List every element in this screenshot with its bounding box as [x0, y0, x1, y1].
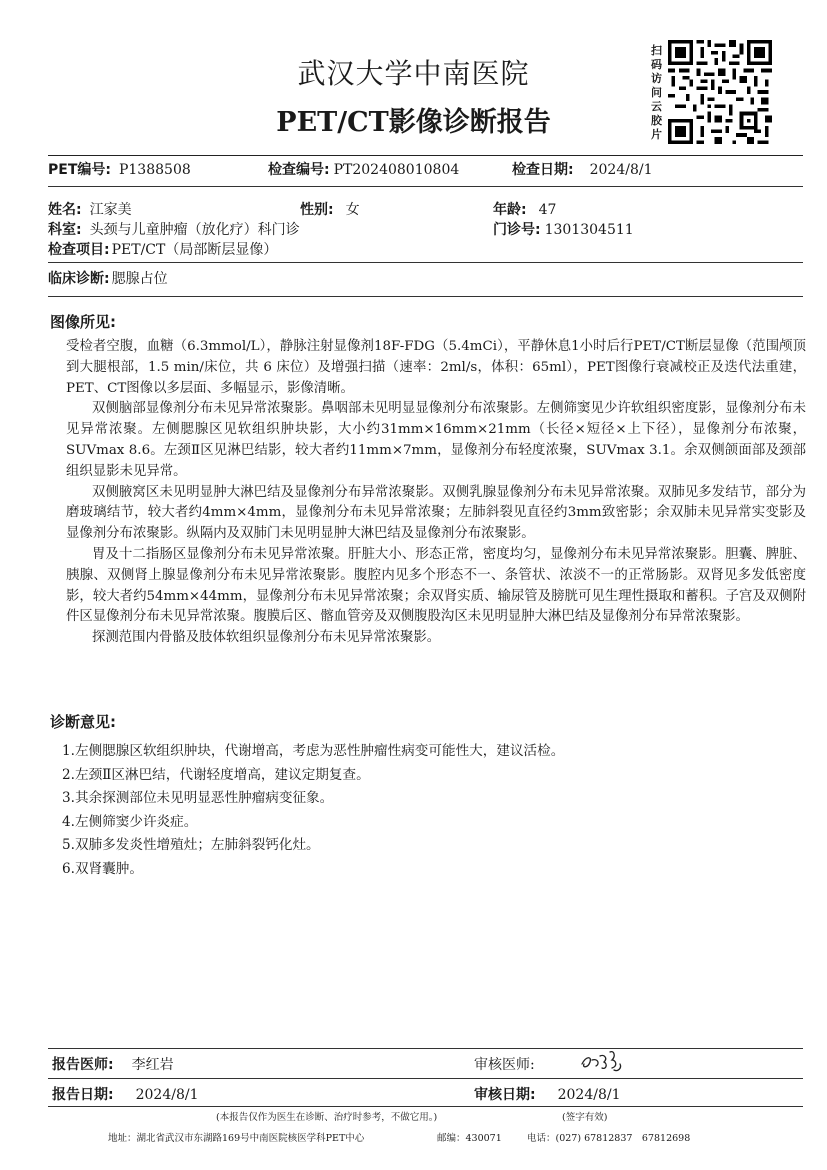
divider — [48, 186, 803, 187]
impression-item: 1.左侧腮腺区软组织肿块，代谢增高，考虑为恶性肿瘤性病变可能性大，建议活检。 — [62, 743, 565, 759]
reviewing-physician-label: 审核医师: — [474, 1057, 535, 1073]
exam-number: 检查编号: PT202408010804 — [268, 162, 460, 178]
findings-heading: 图像所见: — [50, 313, 116, 331]
findings-paragraph: 双侧脑部显像剂分布未见异常浓聚影。鼻咽部未见明显显像剂分布浓聚影。左侧筛窦见少许软组织密度影，显像剂分布未见异常浓聚。左侧腮腺区见软组织肿块影，大小约31mm×16mm×21mm（长径×短径×上下径），显像剂分布浓聚，SUVmax 8.6。左颈Ⅱ区见淋巴结影，较大者约11mm×7mm，显像剂分布轻度浓聚，SUVmax 3.1。余双侧颌面部及颈部组织显影未见异常。 — [66, 401, 806, 479]
divider — [48, 262, 803, 263]
impression-item: 5.双肺多发炎性增殖灶；左肺斜裂钙化灶。 — [62, 837, 320, 853]
findings-paragraph: 受检者空腹，血糖（6.3mmol/L），静脉注射显像剂18F-FDG（5.4mCi），平静休息1小时后行PET/CT断层显像（范围颅顶到大腿根部，1.5 min/床位，共 6 床位）及增强扫描（速率：2ml/s，体积：65ml），PET图像行衰减校正及迭代法重建，PET、CT图像以多层面、多幅显示，影像清晰。 — [66, 339, 806, 396]
divider — [48, 1106, 803, 1107]
reporting-physician: 报告医师: 李红岩 — [52, 1057, 174, 1073]
phone: 电话：(027) 67812837 67812698 — [527, 1133, 691, 1144]
impression-item: 4.左侧筛窦少许炎症。 — [62, 813, 198, 830]
signature-icon — [578, 1046, 648, 1076]
header-divider — [48, 155, 803, 156]
impression-item: 2.左颈Ⅱ区淋巴结，代谢轻度增高，建议定期复查。 — [62, 766, 370, 783]
impression-list — [62, 740, 802, 881]
findings-paragraph: 探测范围内骨骼及肢体软组织显像剂分布未见异常浓聚影。 — [92, 630, 441, 646]
address: 地址：湖北省武汉市东湖路169号中南医院核医学科PET中心 — [108, 1133, 365, 1144]
clinical-diagnosis: 临床诊断: 腮腺占位 — [48, 271, 168, 287]
divider — [48, 1048, 803, 1049]
signature-valid-note: (签字有效) — [562, 1112, 608, 1123]
disclaimer: (本报告仅作为医生在诊断、治疗时参考，不做它用。) — [216, 1112, 438, 1123]
impression-item: 3.其余探测部位未见明显恶性肿瘤病变征象。 — [62, 790, 334, 806]
postcode: 邮编：430071 — [437, 1133, 502, 1144]
patient-name: 姓名: 江家美 — [48, 202, 132, 218]
divider — [48, 1078, 803, 1079]
findings-paragraph: 双侧腋窝区未见明显肿大淋巴结及显像剂分布异常浓聚影。双侧乳腺显像剂分布未见异常浓聚。双肺见多发结节，部分为磨玻璃结节，较大者约4mm×4mm，显像剂分布未见异常浓聚；左肺斜裂见直径约3mm致密影；余双肺未见异常实变影及显像剂分布浓聚影。纵隔内及双肺门未见明显肿大淋巴结及显像剂分布浓聚影。 — [66, 484, 806, 542]
patient-sex: 性别: 女 — [300, 202, 360, 218]
report-date: 报告日期: 2024/8/1 — [52, 1087, 199, 1103]
exam-item: 检查项目: PET/CT（局部断层显像） — [48, 242, 278, 258]
impression-item: 6.双肾囊肿。 — [62, 860, 143, 877]
divider — [48, 296, 803, 297]
qr-code-icon[interactable] — [668, 40, 772, 144]
findings-text — [66, 337, 806, 649]
report-title: PET/CT影像诊断报告 — [276, 107, 551, 138]
findings-paragraph: 胃及十二指肠区显像剂分布未见异常浓聚。肝脏大小、形态正常，密度均匀，显像剂分布未见异常浓聚影。胆囊、脾脏、胰腺、双侧肾上腺显像剂分布未见异常浓聚影。腹腔内见多个形态不一、条管状、浓淡不一的正常肠影。双肾见多发低密度影，较大者约54mm×44mm，显像剂分布未见异常浓聚；余双肾实质、输尿管及膀胱可见生理性摄取和蓄积。子宫及双侧附件区显像剂分布未见异常浓聚。腹膜后区、髂血管旁及双侧腹股沟区未见明显肿大淋巴结及显像剂分布异常浓聚影。 — [66, 546, 806, 625]
hospital-name: 武汉大学中南医院 — [297, 57, 530, 90]
department: 科室: 头颈与儿童肿瘤（放化疗）科门诊 — [48, 222, 300, 238]
clinic-number: 门诊号: 1301304511 — [493, 222, 634, 238]
impression-heading: 诊断意见: — [50, 713, 116, 731]
review-date: 审核日期: 2024/8/1 — [474, 1087, 621, 1103]
patient-age: 年龄: 47 — [493, 202, 557, 218]
exam-date: 检查日期: 2024/8/1 — [512, 162, 653, 178]
qr-caption: 扫码访问云胶片 — [651, 44, 662, 141]
pet-number: PET编号: P1388508 — [48, 162, 191, 178]
